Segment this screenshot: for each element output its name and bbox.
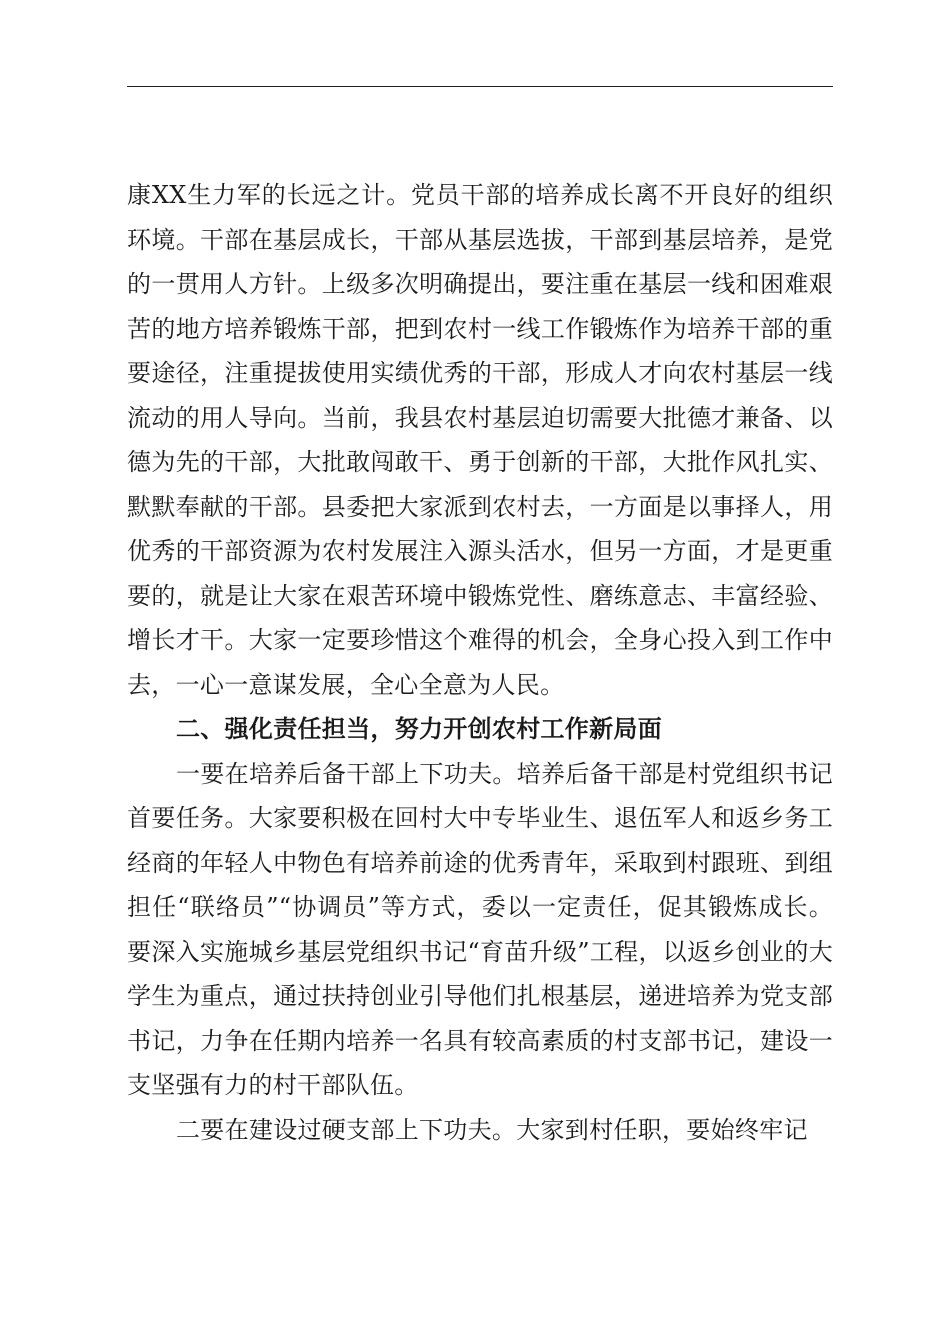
header-rule (127, 86, 833, 87)
section-heading-2: 二、强化责任担当，努力开创农村工作新局面 (176, 715, 662, 743)
body-paragraph-3: 一要在培养后备干部上下功夫。培养后备干部是村党组织书记首要任务。大家要积极在回村大中专毕业生、退伍军人和返乡务工经商的年轻人中物色有培养前途的优秀青年，采取到村跟班、到组担任“联络员”“协调员”等方式，委以一定责任，促其锻炼成长。要深入实施城乡基层党组织书记“育苗升级”工程，以返乡创业的大学生为重点，通过扶持创业引导他们扎根基层，递进培养为党支部书记，力争在任期内培养一名具有较高素质的村支部书记，建设一支坚强有力的村干部队伍。 (127, 759, 833, 1099)
body-paragraph-4: 二要在建设过硬支部上下功夫。大家到村任职，要始终牢记 (176, 1115, 808, 1144)
body-paragraph-1: 康XX生力军的长远之计。党员干部的培养成长离不开良好的组织环境。干部在基层成长，干部从基层选拔，干部到基层培养，是党的一贯用人方针。上级多次明确提出，要注重在基层一线和困难艰苦的地方培养锻炼干部，把到农村一线工作锻炼作为培养干部的重要途径，注重提拔使用实绩优秀的干部，形成人才向农村基层一线流动的用人导向。当前，我县农村基层迫切需要大批德才兼备、以德为先的干部，大批敢闯敢干、勇于创新的干部，大批作风扎实、默默奉献的干部。县委把大家派到农村去，一方面是以事择人，用优秀的干部资源为农村发展注入源头活水，但另一方面，才是更重要的，就是让大家在艰苦环境中锻炼党性、磨练意志、丰富经验、增长才干。大家一定要珍惜这个难得的机会，全身心投入到工作中去，一心一意谋发展，全心全意为人民。 (127, 181, 833, 699)
document-body (127, 173, 833, 1152)
